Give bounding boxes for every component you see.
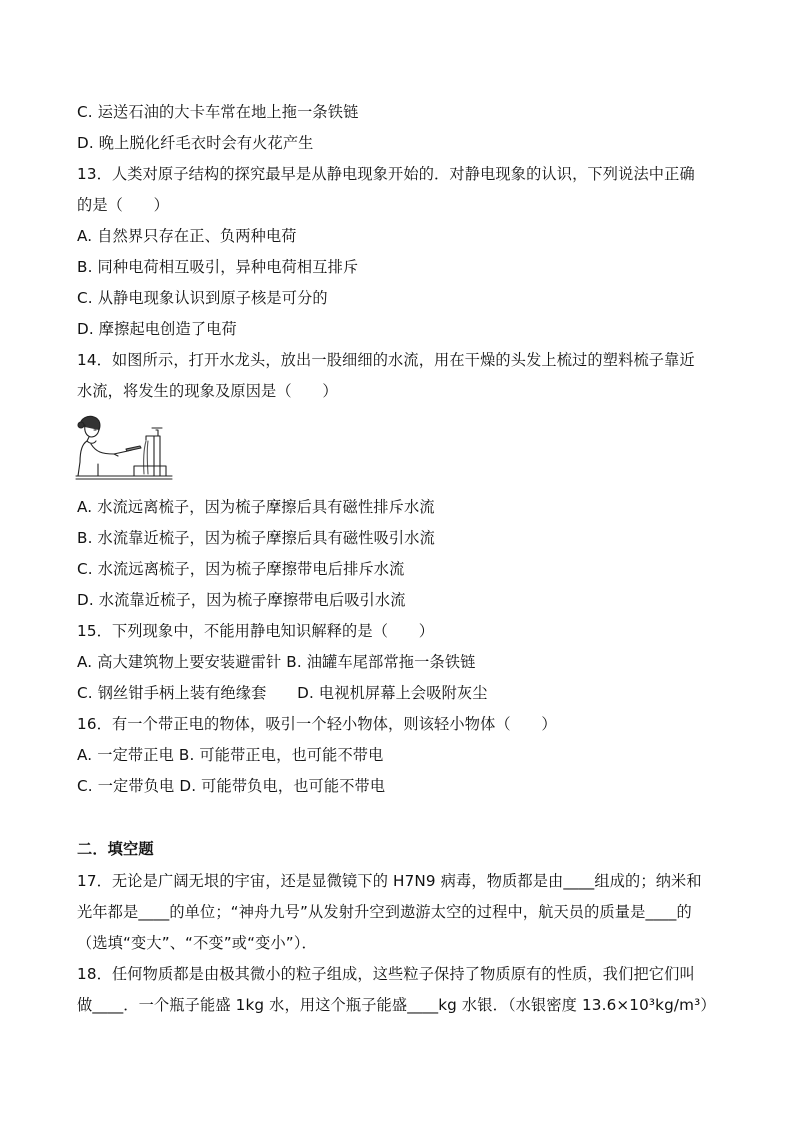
q14-option-c: C. 水流远离梳子，因为梳子摩擦带电后排斥水流 bbox=[77, 560, 405, 578]
section-title-fill-blank: 二．填空题 bbox=[77, 840, 154, 858]
q13-stem-line1: 13．人类对原子结构的探究最早是从静电现象开始的．对静电现象的认识，下列说法中正确 bbox=[77, 165, 695, 183]
q13-option-b: B. 同种电荷相互吸引，异种电荷相互排斥 bbox=[77, 258, 359, 276]
q14-stem-line2: 水流，将发生的现象及原因是（ ） bbox=[77, 382, 338, 400]
q13-option-a: A. 自然界只存在正、负两种电荷 bbox=[77, 227, 297, 245]
q13-option-c: C. 从静电现象认识到原子核是可分的 bbox=[77, 289, 328, 307]
girl-comb-water-figure bbox=[74, 414, 174, 488]
q17-line2: 光年都是____的单位；“神舟九号”从发射升空到遨游太空的过程中，航天员的质量是____的 bbox=[77, 903, 692, 921]
q12-option-c: C. 运送石油的大卡车常在地上拖一条铁链 bbox=[77, 103, 359, 121]
q12-option-d: D. 晚上脱化纤毛衣时会有火花产生 bbox=[77, 134, 314, 152]
q13-stem-line2: 的是（ ） bbox=[77, 196, 170, 214]
q13-option-d: D. 摩擦起电创造了电荷 bbox=[77, 320, 237, 338]
q18-line1: 18．任何物质都是由极其微小的粒子组成，这些粒子保持了物质原有的性质，我们把它们叫 bbox=[77, 965, 695, 983]
q18-line2: 做____．一个瓶子能盛 1kg 水，用这个瓶子能盛____kg 水银．（水银密度 13.6×10³kg/m³） bbox=[77, 996, 716, 1014]
q16-stem: 16．有一个带正电的物体，吸引一个轻小物体，则该轻小物体（ ） bbox=[77, 715, 557, 733]
q16-options-cd: C. 一定带负电 D. 可能带负电，也可能不带电 bbox=[77, 777, 386, 795]
q14-option-a: A. 水流远离梳子，因为梳子摩擦后具有磁性排斥水流 bbox=[77, 498, 435, 516]
q15-options-cd: C. 钢丝钳手柄上装有绝缘套 D. 电视机屏幕上会吸附灰尘 bbox=[77, 684, 488, 702]
q14-stem-line1: 14．如图所示，打开水龙头，放出一股细细的水流，用在干燥的头发上梳过的塑料梳子靠近 bbox=[77, 351, 695, 369]
q15-stem: 15．下列现象中，不能用静电知识解释的是（ ） bbox=[77, 622, 435, 640]
q17-line3: （选填“变大”、“不变”或“变小”）． bbox=[77, 934, 317, 952]
q15-options-ab: A. 高大建筑物上要安装避雷针 B. 油罐车尾部常拖一条铁链 bbox=[77, 653, 476, 671]
q16-options-ab: A. 一定带正电 B. 可能带正电，也可能不带电 bbox=[77, 746, 384, 764]
q17-line1: 17．无论是广阔无垠的宇宙，还是显微镜下的 H7N9 病毒，物质都是由____组成的；纳米和 bbox=[77, 872, 702, 890]
q14-option-d: D. 水流靠近梳子，因为梳子摩擦带电后吸引水流 bbox=[77, 591, 406, 609]
q14-option-b: B. 水流靠近梳子，因为梳子摩擦后具有磁性吸引水流 bbox=[77, 529, 435, 547]
